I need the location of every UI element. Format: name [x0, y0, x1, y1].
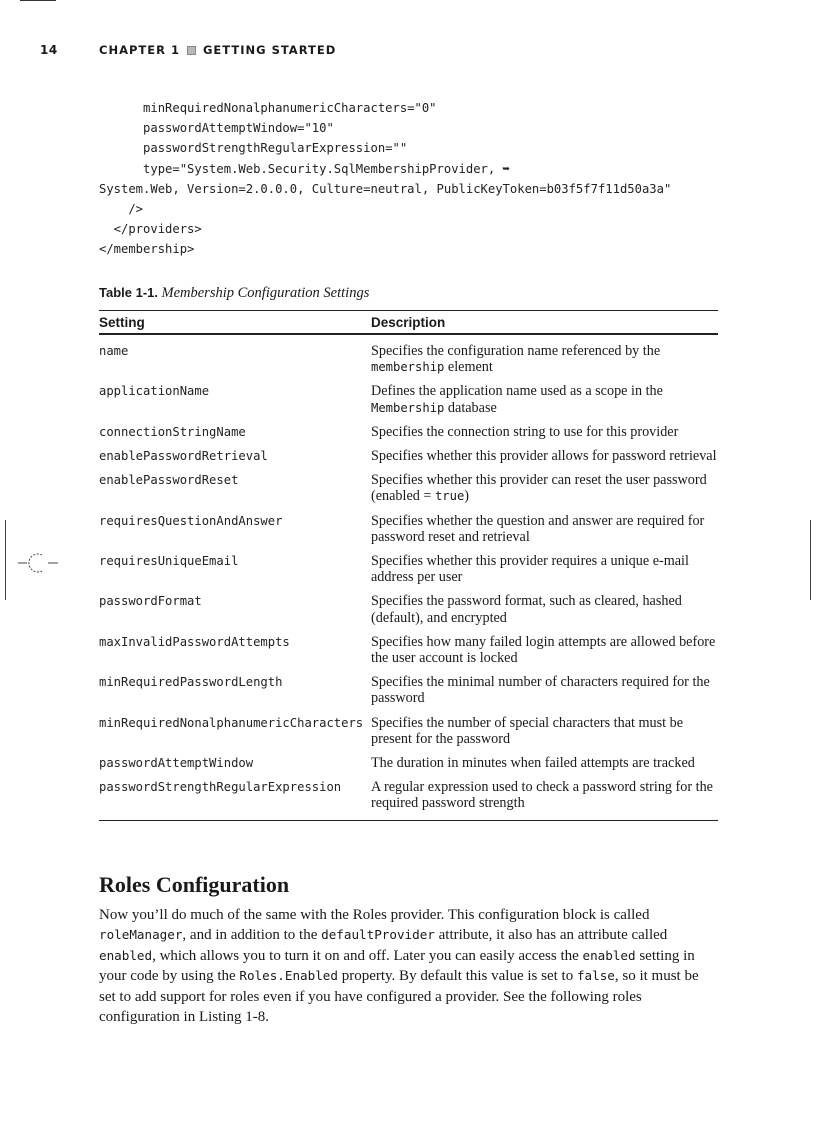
code-line: System.Web, Version=2.0.0.0, Culture=neutral, PublicKeyToken=b03f5f7f11d50a3a" [99, 181, 672, 196]
description-cell: Specifies whether this provider requires a unique e-mail address per user [371, 553, 689, 586]
table-row [99, 630, 718, 670]
table-row [99, 444, 718, 468]
setting-cell: passwordFormat [99, 594, 202, 609]
description-cell: Specifies the connection string to use for this provider [371, 423, 679, 440]
table-header-row [99, 311, 718, 335]
table-row [99, 549, 718, 589]
setting-cell: requiresQuestionAndAnswer [99, 513, 283, 528]
table-label: Table 1-1. [99, 285, 159, 300]
code-line: passwordAttemptWindow="10" [99, 121, 334, 136]
description-cell: Specifies whether this provider allows for password retrieval [371, 448, 717, 465]
description-cell: Specifies how many failed login attempts are allowed before the user account is locked [371, 633, 716, 667]
table-row [99, 670, 718, 710]
description-cell: Specifies the configuration name referenced by the membership element [371, 343, 661, 376]
setting-cell: minRequiredPasswordLength [99, 675, 283, 690]
description-cell: The duration in minutes when failed attempts are tracked [371, 755, 695, 772]
table-caption [99, 285, 369, 302]
description-cell: Specifies the password format, such as cleared, hashed (default), and encrypted [371, 593, 682, 626]
setting-cell: connectionStringName [99, 424, 246, 439]
section-heading: Roles Configuration [99, 872, 290, 897]
setting-cell: enablePasswordReset [99, 473, 239, 488]
setting-cell: passwordAttemptWindow [99, 756, 254, 771]
setting-cell: requiresUniqueEmail [99, 554, 239, 569]
description-cell: Specifies the number of special characters that must be present for the password [371, 714, 684, 747]
body-paragraph: Now you’ll do much of the same with the Roles provider. This configuration block is called roleManager, and in addition to the defaultProvider attribute, it also has an attribute called enabled, which allows you to turn it on and off. Later you can easily access the enabled setting in your code by using the Roles.Enabled property. By default this value is set to false, so it must be set to add support for roles even if you have configured a provider. See the following roles configuration in Listing 1-8. [99, 907, 699, 1026]
code-line: </providers> [99, 222, 202, 237]
setting-cell: enablePasswordRetrieval [99, 449, 268, 464]
setting-cell: passwordStrengthRegularExpression [99, 780, 342, 795]
chapter-title: GETTING STARTED [202, 43, 337, 57]
table-row [99, 775, 718, 820]
description-cell: Specifies whether the question and answer are required for password reset and retrieval [371, 512, 705, 545]
description-cell: Defines the application name used as a scope in the Membership database [371, 383, 663, 416]
chapter-label: CHAPTER 1 [99, 43, 180, 57]
running-head [99, 43, 336, 57]
crop-mark-right [810, 520, 811, 600]
description-cell: Specifies the minimal number of characters required for the password [371, 674, 710, 707]
table-title: Membership Configuration Settings [161, 285, 370, 301]
description-cell: A regular expression used to check a password string for the required password strength [371, 779, 713, 812]
page-number: 14 [40, 43, 58, 57]
square-separator-icon [187, 46, 196, 55]
table-row [99, 334, 718, 379]
code-line: minRequiredNonalphanumericCharacters="0" [99, 101, 437, 115]
code-line: type="System.Web.Security.SqlMembershipProvider, ➥ [99, 161, 510, 176]
membership-settings-table [99, 310, 718, 821]
table-row [99, 711, 718, 751]
table-row [99, 379, 718, 419]
table-row [99, 589, 718, 629]
column-header-description: Description [371, 311, 718, 335]
description-cell: Specifies whether this provider can reset the user password (enabled = true) [371, 472, 707, 505]
setting-cell: minRequiredNonalphanumericCharacters [99, 715, 364, 730]
code-line: passwordStrengthRegularExpression="" [99, 141, 408, 156]
code-listing [99, 98, 671, 260]
table-row [99, 420, 718, 444]
code-line: </membership> [99, 242, 195, 257]
code-line: /> [99, 202, 144, 217]
crop-mark-left [5, 520, 6, 600]
setting-cell: maxInvalidPasswordAttempts [99, 634, 290, 649]
crop-mark-top [20, 0, 56, 1]
column-header-setting: Setting [99, 311, 371, 335]
table-row [99, 509, 718, 549]
setting-cell: applicationName [99, 384, 210, 399]
registration-mark-icon [18, 548, 62, 578]
table-row [99, 751, 718, 775]
setting-cell: name [99, 344, 129, 358]
table-row [99, 468, 718, 508]
